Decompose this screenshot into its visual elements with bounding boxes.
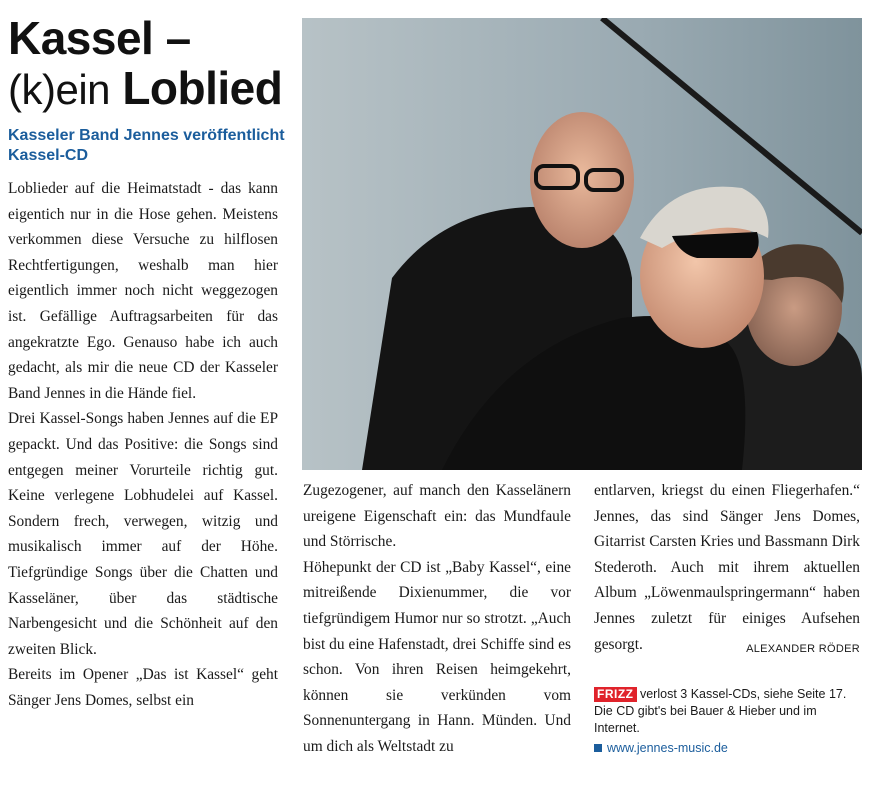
paragraph <box>594 478 860 657</box>
band-photo <box>302 18 862 470</box>
title-line-1: Kassel – <box>8 12 191 64</box>
paragraph: Zugezogener, auf manch den Kasselänern ureigene Eigenschaft ein: das Mundfaule und Störrische. <box>303 482 571 551</box>
article-column-3 <box>594 478 860 662</box>
paragraph: Höhepunkt der CD ist „Baby Kassel“, eine mitreißende Dixienummer, die vor tiefgründigem Humor nur so strotzt. „Auch bist du eine Hafenstadt, drei Schiffe sind es schon. Von ihren Reisen heimgekehrt, können sie verkünden vom Sonnenuntergang in Hann. Münden. Und um dich als Weltstadt zu <box>303 558 571 755</box>
article-column-2 <box>303 478 571 760</box>
title-line-2 <box>8 62 293 116</box>
paragraph-text: entlarven, kriegst du einen Fliegerhafen.“ Jennes, das sind Sänger Jens Domes, Gitarrist Carsten Kries und Bassmann Dirk Stederoth. Auch mit ihrem aktuellen Album „Löwenmaulspringermann“ haben Jennes zuletzt für einiges Aufsehen gesorgt. <box>594 482 860 653</box>
title-prefix: (k)ein <box>8 66 111 113</box>
giveaway-text: verlost 3 Kassel-CDs, siehe Seite 17. Die CD gibt's bei Bauer & Hieber und im Internet. <box>594 687 847 735</box>
article-title <box>8 14 293 116</box>
article-subtitle: Kasseler Band Jennes veröffentlicht Kassel-CD <box>8 127 285 164</box>
author-byline: ALEXANDER RÖDER <box>746 642 860 655</box>
frizz-badge: FRIZZ <box>594 687 637 702</box>
giveaway-notice <box>594 686 860 737</box>
paragraph: Drei Kassel-Songs haben Jennes auf die EP gepackt. Und das Positive: die Songs sind entgegen meiner Vorurteile richtig gut. Keine verlegene Lobhudelei auf Kassel. Sondern frech, verwegen, witzig und musikalisch immer auf der Höhe. Tiefgründige Songs über die Chatten und Kasseläner, über das städtische Narbengesicht und die Schönheit auf den zweiten Blick. <box>8 410 278 658</box>
band-photo-image <box>302 18 862 470</box>
square-bullet-icon <box>594 744 602 752</box>
website-link[interactable] <box>594 741 728 755</box>
article-column-1 <box>8 176 278 713</box>
title-main: Loblied <box>122 62 283 114</box>
paragraph: Loblieder auf die Heimatstadt - das kann eigentich nur in die Hose gehen. Meistens verkommen diese Versuche zu hilflosen Rechtfertigungen, weshalb man hier eigentlich immer noch nicht weggezogen ist. Gefällige Auftragsarbeiten für das angekratzte Ego. Genauso habe ich auch gedacht, als mir die neue CD der Kasseler Band Jennes in die Hände fiel. <box>8 180 278 402</box>
website-url[interactable]: www.jennes-music.de <box>607 741 728 755</box>
paragraph: Bereits im Opener „Das ist Kassel“ geht Sänger Jens Domes, selbst ein <box>8 666 278 709</box>
